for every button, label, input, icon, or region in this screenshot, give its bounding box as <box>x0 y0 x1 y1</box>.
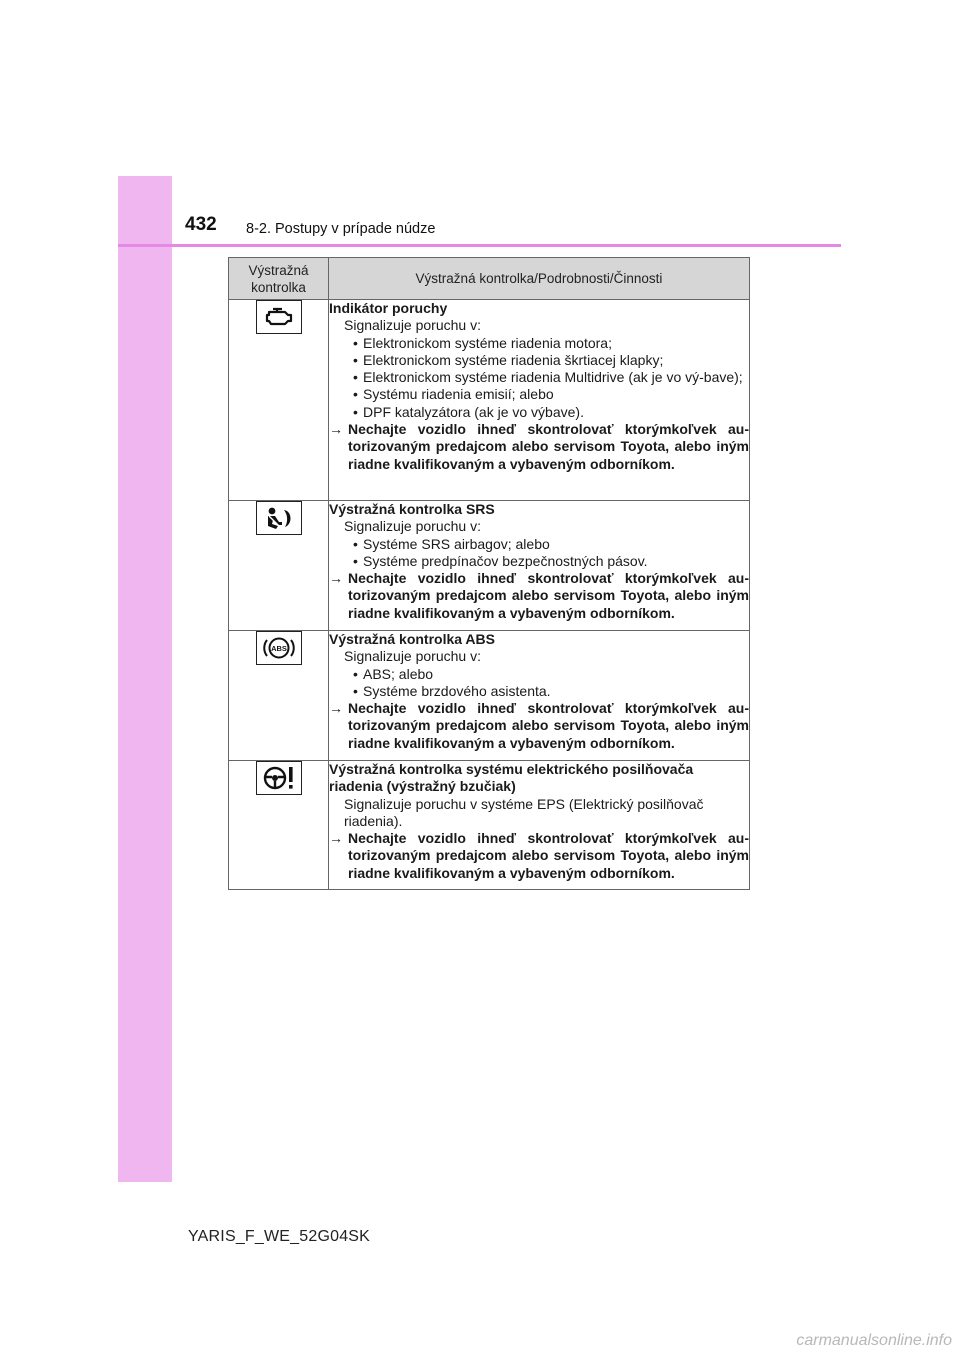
abs-icon-text: ABS <box>270 644 287 653</box>
table-row <box>229 761 750 890</box>
cause-list <box>329 335 749 421</box>
details-cell <box>329 300 750 501</box>
srs-airbag-icon <box>256 501 302 535</box>
watermark: carmanualsonline.info <box>796 1332 952 1349</box>
power-steering-icon <box>256 761 302 795</box>
warning-lights-table <box>228 257 750 890</box>
table-row <box>229 501 750 631</box>
row-title: Výstražná kontrolka SRS <box>329 501 495 517</box>
table-header-row <box>229 258 750 300</box>
list-item: • DPF katalyzátora (ak je vo výbave). <box>353 404 749 421</box>
icon-cell <box>229 501 329 631</box>
action-text: Nechajte vozidlo ihneď skontrolovať ktorýmkoľvek au-torizovaným predajcom alebo servisom Toyota, alebo iným riadne kvalifikovaným a vybaveným odborníkom. <box>348 421 749 472</box>
list-item: • Systéme predpínačov bezpečnostných pásov. <box>353 553 749 570</box>
header-rule <box>118 244 841 247</box>
table-row <box>229 300 750 501</box>
row-signal: Signalizuje poruchu v: <box>344 317 481 334</box>
action-text: Nechajte vozidlo ihneď skontrolovať ktorýmkoľvek au-torizovaným predajcom alebo servisom Toyota, alebo iným riadne kvalifikovaným a vybaveným odborníkom. <box>348 830 749 881</box>
table-row <box>229 631 750 761</box>
row-title: Výstražná kontrolka systému elektrického posilňovača riadenia (výstražný bzučiak) <box>329 761 694 795</box>
list-item: • Elektronickom systéme riadenia motora; <box>353 335 749 352</box>
header-icon-column: Výstražná kontrolka <box>229 258 329 300</box>
action-text: Nechajte vozidlo ihneď skontrolovať ktorýmkoľvek au-torizovaným predajcom alebo servisom Toyota, alebo iným riadne kvalifikovaným a vybaveným odborníkom. <box>348 700 749 751</box>
row-action <box>329 421 749 473</box>
list-item: • Systému riadenia emisií; alebo <box>353 386 749 403</box>
icon-cell <box>229 631 329 761</box>
list-item: • Systéme SRS airbagov; alebo <box>353 536 749 553</box>
abs-icon <box>256 631 302 665</box>
row-signal: Signalizuje poruchu v systéme EPS (Elektrický posilňovač riadenia). <box>344 795 704 829</box>
cause-list <box>329 666 749 701</box>
row-signal: Signalizuje poruchu v: <box>344 518 481 535</box>
row-title: Výstražná kontrolka ABS <box>329 631 495 647</box>
arrow-icon: → <box>329 570 343 587</box>
cause-list <box>329 536 749 571</box>
row-title: Indikátor poruchy <box>329 300 448 316</box>
header-details-column: Výstražná kontrolka/Podrobnosti/Činnosti <box>329 258 750 300</box>
list-item: • ABS; alebo <box>353 666 749 683</box>
details-cell <box>329 761 750 890</box>
list-item: • Elektronickom systéme riadenia škrtiacej klapky; <box>353 352 749 369</box>
row-action <box>329 570 749 622</box>
icon-cell <box>229 761 329 890</box>
arrow-icon: → <box>329 421 343 438</box>
details-cell <box>329 501 750 631</box>
check-engine-icon <box>256 300 302 334</box>
row-action <box>329 830 749 882</box>
row-signal: Signalizuje poruchu v: <box>344 648 481 665</box>
row-action <box>329 700 749 752</box>
sidebar-band <box>118 176 172 1182</box>
action-text: Nechajte vozidlo ihneď skontrolovať ktorýmkoľvek au-torizovaným predajcom alebo servisom Toyota, alebo iným riadne kvalifikovaným a vybaveným odborníkom. <box>348 570 749 621</box>
page-number: 432 <box>185 214 217 235</box>
details-cell <box>329 631 750 761</box>
arrow-icon: → <box>329 830 343 847</box>
list-item: • Elektronickom systéme riadenia Multidrive (ak je vo vý-bave); <box>353 369 749 386</box>
arrow-icon: → <box>329 700 343 717</box>
document-code: YARIS_F_WE_52G04SK <box>188 1228 371 1245</box>
list-item: • Systéme brzdového asistenta. <box>353 683 749 700</box>
icon-cell <box>229 300 329 501</box>
section-title: 8-2. Postupy v prípade núdze <box>246 221 436 237</box>
